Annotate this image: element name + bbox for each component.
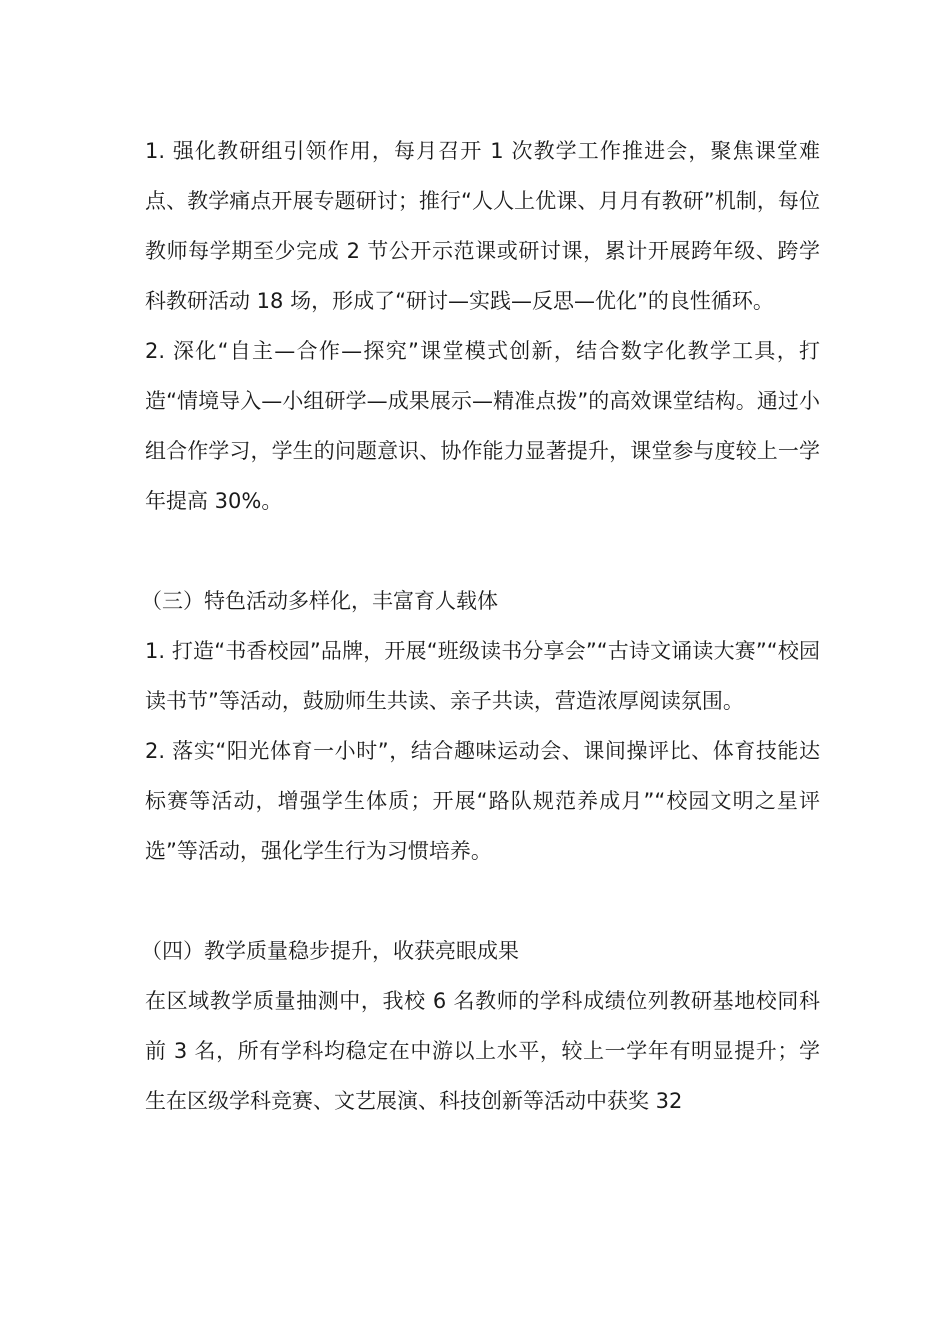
paragraph-classroom-model: 2. 深化“自主—合作—探究”课堂模式创新，结合数字化教学工具，打造“情境导入—小组研学—成果展示—精准点拨”的高效课堂结构。通过小组合作学习，学生的问题意识、协作能力显著提升，课堂参与度较上一学年提高 30%。 xyxy=(145,339,820,513)
document-body xyxy=(141,126,820,1126)
paragraph-reading-campus: 1. 打造“书香校园”品牌，开展“班级读书分享会”“古诗文诵读大赛”“校园读书节”等活动，鼓励师生共读、亲子共读，营造浓厚阅读氛围。 xyxy=(145,639,820,713)
paragraph-sunshine-sports: 2. 落实“阳光体育一小时”，结合趣味运动会、课间操评比、体育技能达标赛等活动，增强学生体质；开展“路队规范养成月”“校园文明之星评选”等活动，强化学生行为习惯培养。 xyxy=(145,739,820,863)
section-heading-activities: （三）特色活动多样化，丰富育人载体 xyxy=(141,589,498,613)
paragraph-quality-results: 在区域教学质量抽测中，我校 6 名教师的学科成绩位列教研基地校同科前 3 名，所有学科均稳定在中游以上水平，较上一学年有明显提升；学生在区级学科竞赛、文艺展演、科技创新等活动中获奖 32 xyxy=(145,989,820,1113)
paragraph-teaching-research: 1. 强化教研组引领作用，每月召开 1 次教学工作推进会，聚焦课堂难点、教学痛点开展专题研讨；推行“人人上优课、月月有教研”机制，每位教师每学期至少完成 2 节公开示范课或研讨课，累计开展跨年级、跨学科教研活动 18 场，形成了“研讨—实践—反思—优化”的良性循环。 xyxy=(145,139,820,313)
section-heading-quality: （四）教学质量稳步提升，收获亮眼成果 xyxy=(141,939,519,963)
